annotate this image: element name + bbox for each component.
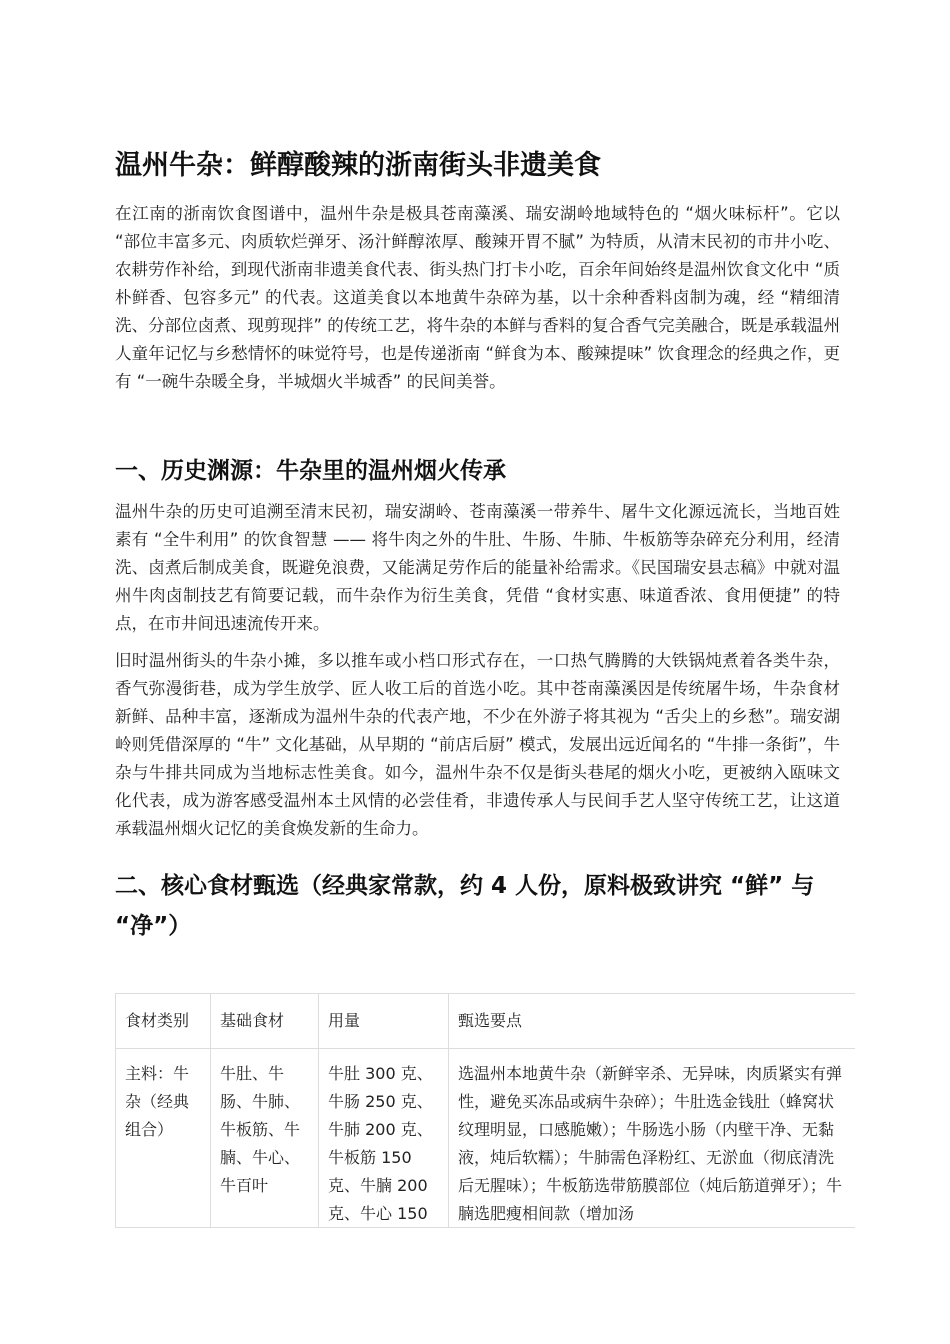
ingredients-table-container xyxy=(115,993,855,1228)
ingredients-heading: 二、核心食材甄选（经典家常款，约 4 人份，原料极致讲究 “鲜” 与 “净”） xyxy=(115,873,815,939)
header-amount: 用量 xyxy=(319,994,449,1049)
cell-category: 主料：牛杂（经典组合） xyxy=(116,1049,211,1229)
history-paragraph-1: 温州牛杂的历史可追溯至清末民初，瑞安湖岭、苍南藻溪一带养牛、屠牛文化源远流长，当地百姓素有 “全牛利用” 的饮食智慧 —— 将牛肉之外的牛肚、牛肠、牛肺、牛板筋等杂碎充分利用，经清洗、卤煮后制成美食，既避免浪费，又能满足劳作后的能量补给需求。《民国瑞安县志稿》中就对温州牛肉卤制技艺有简要记载，而牛杂作为衍生美食，凭借 “食材实惠、味道香浓、食用便捷” 的特点，在市井间迅速流传开来。 xyxy=(115,502,840,633)
cell-items: 牛肚、牛肠、牛肺、牛板筋、牛腩、牛心、牛百叶 xyxy=(211,1049,319,1229)
header-items: 基础食材 xyxy=(211,994,319,1049)
intro-paragraph: 在江南的浙南饮食图谱中，温州牛杂是极具苍南藻溪、瑞安湖岭地域特色的 “烟火味标杆”。它以 “部位丰富多元、肉质软烂弹牙、汤汁鲜醇浓厚、酸辣开胃不腻” 为特质，从清末民初的市井小吃、农耕劳作补给，到现代浙南非遗美食代表、街头热门打卡小吃，百余年间始终是温州饮食文化中 “质朴鲜香、包容多元” 的代表。这道美食以本地黄牛杂碎为基，以十余种香料卤制为魂，经 “精细清洗、分部位卤煮、现剪现拌” 的传统工艺，将牛杂的本鲜与香料的复合香气完美融合，既是承载温州人童年记忆与乡愁情怀的味觉符号，也是传递浙南 “鲜食为本、酸辣提味” 饮食理念的经典之作，更有 “一碗牛杂暖全身，半城烟火半城香” 的民间美誉。 xyxy=(115,204,840,391)
history-heading: 一、历史渊源：牛杂里的温州烟火传承 xyxy=(115,458,506,484)
cell-amount: 牛肚 300 克、牛肠 250 克、牛肺 200 克、牛板筋 150 克、牛腩 200 克、牛心 150 xyxy=(319,1049,449,1229)
header-notes: 甄选要点 xyxy=(449,994,856,1049)
cell-notes: 选温州本地黄牛杂（新鲜宰杀、无异味，肉质紧实有弹性，避免买冻品或病牛杂碎）；牛肚选金钱肚（蜂窝状纹理明显，口感脆嫩）；牛肠选小肠（内壁干净、无黏液，炖后软糯）；牛肺需色泽粉红、无淤血（彻底清洗后无腥味）；牛板筋选带筋膜部位（炖后筋道弹牙）；牛腩选肥瘦相间款（增加汤 xyxy=(449,1049,856,1229)
header-category: 食材类别 xyxy=(116,994,211,1049)
page-title: 温州牛杂：鲜醇酸辣的浙南街头非遗美食 xyxy=(115,150,601,181)
table-row xyxy=(116,1049,856,1229)
history-paragraph-2: 旧时温州街头的牛杂小摊，多以推车或小档口形式存在，一口热气腾腾的大铁锅炖煮着各类牛杂，香气弥漫街巷，成为学生放学、匠人收工后的首选小吃。其中苍南藻溪因是传统屠牛场，牛杂食材新鲜、品种丰富，逐渐成为温州牛杂的代表产地，不少在外游子将其视为 “舌尖上的乡愁”。瑞安湖岭则凭借深厚的 “牛” 文化基础，从早期的 “前店后厨” 模式，发展出远近闻名的 “牛排一条街”，牛杂与牛排共同成为当地标志性美食。如今，温州牛杂不仅是街头巷尾的烟火小吃，更被纳入瓯味文化代表，成为游客感受温州本土风情的必尝佳肴，非遗传承人与民间手艺人坚守传统工艺，让这道承载温州烟火记忆的美食焕发新的生命力。 xyxy=(115,651,840,838)
ingredients-table xyxy=(115,993,855,1228)
table-header-row xyxy=(116,994,856,1049)
